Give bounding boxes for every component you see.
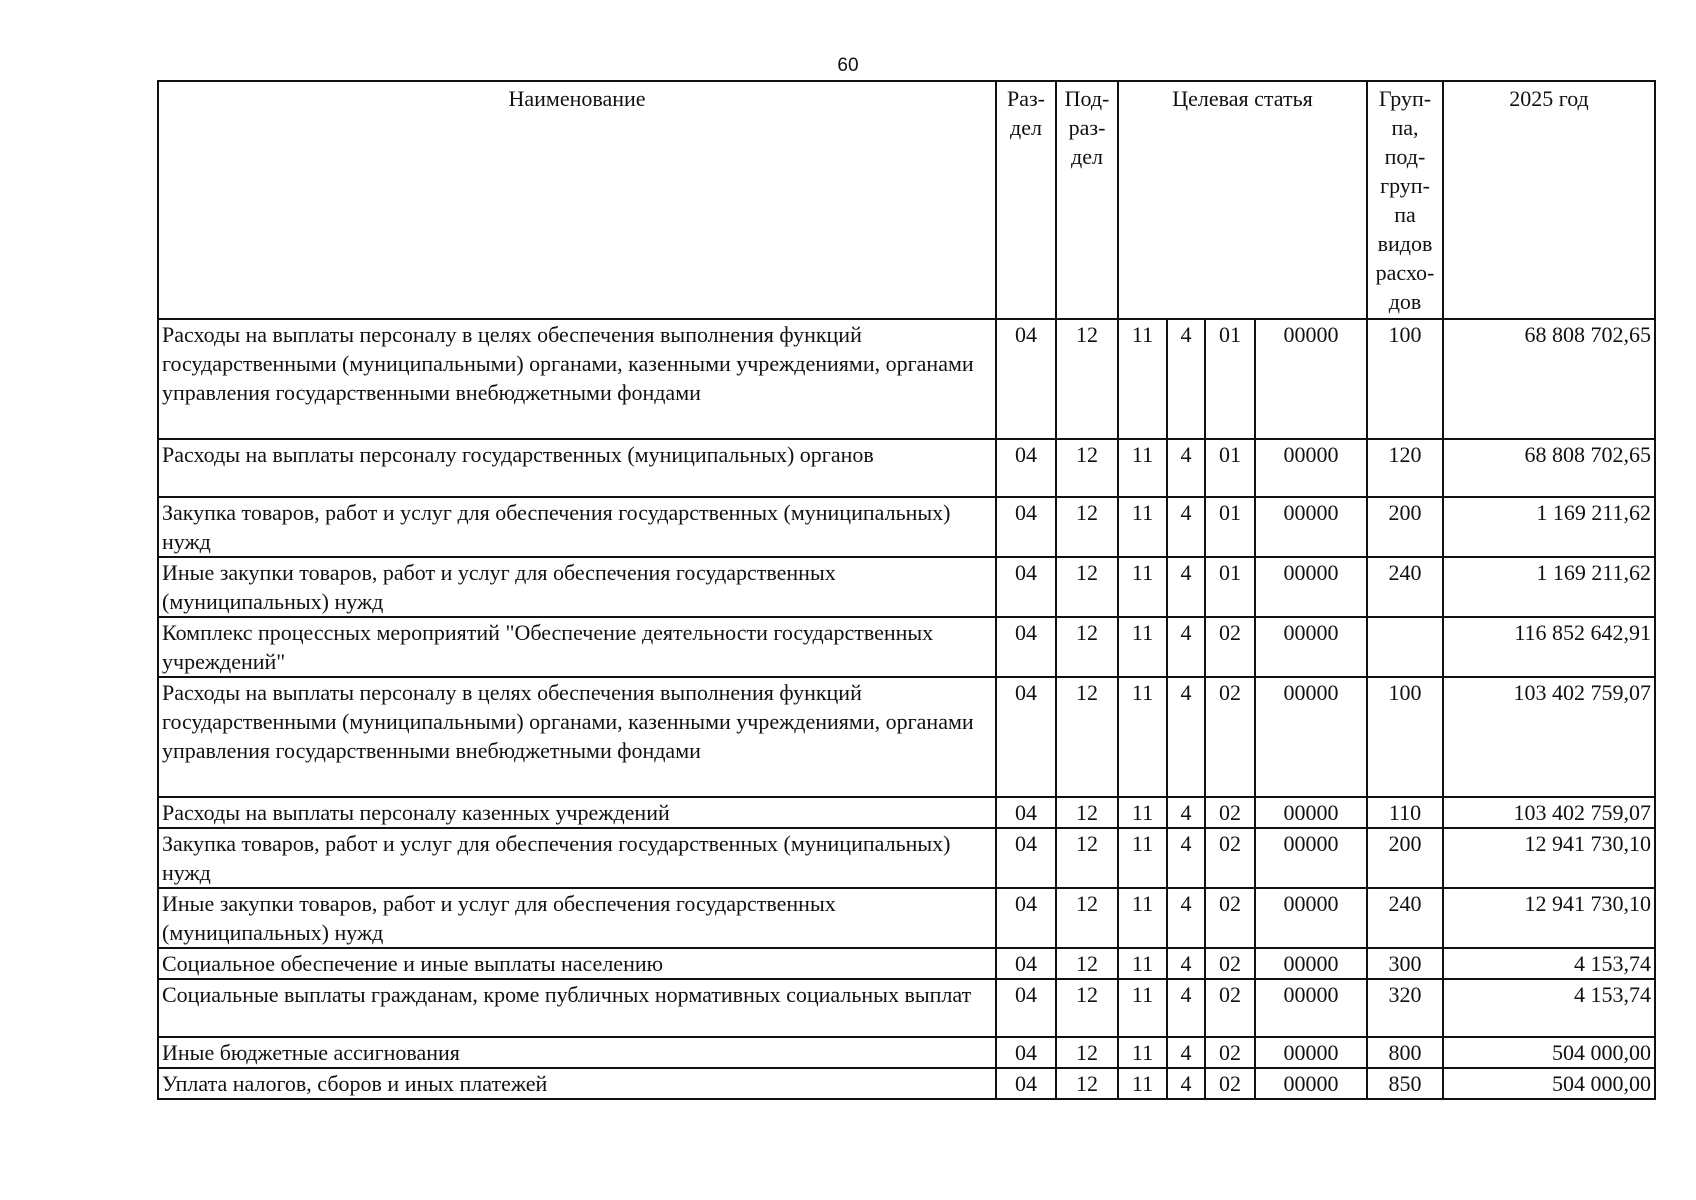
row-podrazdel: 12 bbox=[1056, 948, 1118, 979]
header-razdel bbox=[996, 81, 1056, 319]
table-row bbox=[158, 677, 1655, 797]
row-target-direction: 00000 bbox=[1255, 979, 1367, 1037]
row-target-program: 11 bbox=[1118, 948, 1167, 979]
header-podrazdel-line: раз- bbox=[1068, 115, 1106, 140]
header-year: 2025 год bbox=[1443, 81, 1655, 319]
row-target-type: 4 bbox=[1167, 557, 1205, 617]
row-target-complex: 01 bbox=[1205, 557, 1255, 617]
row-target-type: 4 bbox=[1167, 1037, 1205, 1068]
table-row bbox=[158, 617, 1655, 677]
row-name: Иные закупки товаров, работ и услуг для обеспечения государственных (муниципальных) нужд bbox=[158, 557, 996, 617]
table-row bbox=[158, 888, 1655, 948]
row-amount: 103 402 759,07 bbox=[1443, 797, 1655, 828]
row-target-type: 4 bbox=[1167, 319, 1205, 439]
row-razdel: 04 bbox=[996, 677, 1056, 797]
row-expense-group bbox=[1367, 617, 1443, 677]
row-target-complex: 02 bbox=[1205, 828, 1255, 888]
row-target-direction: 00000 bbox=[1255, 797, 1367, 828]
header-gruppa-line: под- bbox=[1384, 144, 1426, 169]
row-razdel: 04 bbox=[996, 828, 1056, 888]
row-razdel: 04 bbox=[996, 1068, 1056, 1099]
table-row bbox=[158, 1037, 1655, 1068]
header-razdel-line: Раз- bbox=[1006, 86, 1046, 111]
row-name: Расходы на выплаты персоналу в целях обеспечения выполнения функций государственными (муниципальными) органами, казенными учреждениями, органами управления государственными внебюджетными фондами bbox=[158, 677, 996, 797]
row-target-complex: 02 bbox=[1205, 797, 1255, 828]
row-podrazdel: 12 bbox=[1056, 1037, 1118, 1068]
row-expense-group: 200 bbox=[1367, 497, 1443, 557]
header-gruppa bbox=[1367, 81, 1443, 319]
row-podrazdel: 12 bbox=[1056, 617, 1118, 677]
header-podrazdel-line: дел bbox=[1071, 144, 1103, 169]
header-gruppa-line: па, bbox=[1391, 115, 1419, 140]
row-podrazdel: 12 bbox=[1056, 439, 1118, 497]
row-name: Иные бюджетные ассигнования bbox=[158, 1037, 996, 1068]
row-target-program: 11 bbox=[1118, 888, 1167, 948]
row-target-program: 11 bbox=[1118, 979, 1167, 1037]
row-target-type: 4 bbox=[1167, 617, 1205, 677]
row-expense-group: 800 bbox=[1367, 1037, 1443, 1068]
row-target-complex: 02 bbox=[1205, 1068, 1255, 1099]
header-row bbox=[158, 81, 1655, 319]
row-target-complex: 02 bbox=[1205, 888, 1255, 948]
row-target-program: 11 bbox=[1118, 797, 1167, 828]
table-body bbox=[158, 319, 1655, 1099]
row-podrazdel: 12 bbox=[1056, 319, 1118, 439]
row-target-direction: 00000 bbox=[1255, 617, 1367, 677]
row-razdel: 04 bbox=[996, 888, 1056, 948]
header-podrazdel bbox=[1056, 81, 1118, 319]
row-podrazdel: 12 bbox=[1056, 888, 1118, 948]
table-row bbox=[158, 797, 1655, 828]
row-expense-group: 200 bbox=[1367, 828, 1443, 888]
row-razdel: 04 bbox=[996, 319, 1056, 439]
row-target-program: 11 bbox=[1118, 439, 1167, 497]
row-target-complex: 01 bbox=[1205, 439, 1255, 497]
table-row bbox=[158, 979, 1655, 1037]
row-expense-group: 100 bbox=[1367, 319, 1443, 439]
row-target-direction: 00000 bbox=[1255, 319, 1367, 439]
row-target-type: 4 bbox=[1167, 888, 1205, 948]
row-razdel: 04 bbox=[996, 439, 1056, 497]
row-target-complex: 02 bbox=[1205, 948, 1255, 979]
row-target-program: 11 bbox=[1118, 1068, 1167, 1099]
row-expense-group: 120 bbox=[1367, 439, 1443, 497]
row-amount: 116 852 642,91 bbox=[1443, 617, 1655, 677]
row-target-direction: 00000 bbox=[1255, 439, 1367, 497]
row-target-program: 11 bbox=[1118, 319, 1167, 439]
table-row bbox=[158, 828, 1655, 888]
row-target-complex: 02 bbox=[1205, 617, 1255, 677]
row-name: Социальное обеспечение и иные выплаты населению bbox=[158, 948, 996, 979]
row-target-type: 4 bbox=[1167, 497, 1205, 557]
header-gruppa-line: дов bbox=[1388, 289, 1422, 314]
row-target-direction: 00000 bbox=[1255, 1037, 1367, 1068]
row-razdel: 04 bbox=[996, 497, 1056, 557]
row-target-program: 11 bbox=[1118, 497, 1167, 557]
header-razdel-line: дел bbox=[1010, 115, 1042, 140]
row-amount: 12 941 730,10 bbox=[1443, 888, 1655, 948]
row-name: Закупка товаров, работ и услуг для обеспечения государственных (муниципальных) нужд bbox=[158, 497, 996, 557]
table-row bbox=[158, 319, 1655, 439]
header-name: Наименование bbox=[158, 81, 996, 319]
row-target-type: 4 bbox=[1167, 439, 1205, 497]
row-target-program: 11 bbox=[1118, 557, 1167, 617]
row-name: Расходы на выплаты персоналу в целях обеспечения выполнения функций государственными (муниципальными) органами, казенными учреждениями, органами управления государственными внебюджетными фондами bbox=[158, 319, 996, 439]
row-name: Социальные выплаты гражданам, кроме публичных нормативных социальных выплат bbox=[158, 979, 996, 1037]
budget-table bbox=[157, 80, 1656, 1100]
row-target-type: 4 bbox=[1167, 979, 1205, 1037]
row-name: Уплата налогов, сборов и иных платежей bbox=[158, 1068, 996, 1099]
row-target-direction: 00000 bbox=[1255, 497, 1367, 557]
row-name: Комплекс процессных мероприятий "Обеспечение деятельности государственных учреждений" bbox=[158, 617, 996, 677]
row-amount: 504 000,00 bbox=[1443, 1037, 1655, 1068]
row-name: Иные закупки товаров, работ и услуг для обеспечения государственных (муниципальных) нужд bbox=[158, 888, 996, 948]
row-expense-group: 240 bbox=[1367, 888, 1443, 948]
table-row bbox=[158, 1068, 1655, 1099]
row-razdel: 04 bbox=[996, 1037, 1056, 1068]
header-gruppa-line: расхо- bbox=[1375, 260, 1435, 285]
row-target-complex: 02 bbox=[1205, 677, 1255, 797]
row-target-type: 4 bbox=[1167, 677, 1205, 797]
row-expense-group: 320 bbox=[1367, 979, 1443, 1037]
header-gruppa-line: видов bbox=[1377, 231, 1433, 256]
row-target-program: 11 bbox=[1118, 1037, 1167, 1068]
row-target-complex: 01 bbox=[1205, 497, 1255, 557]
row-target-direction: 00000 bbox=[1255, 888, 1367, 948]
row-razdel: 04 bbox=[996, 979, 1056, 1037]
row-target-direction: 00000 bbox=[1255, 677, 1367, 797]
table-row bbox=[158, 497, 1655, 557]
row-podrazdel: 12 bbox=[1056, 1068, 1118, 1099]
row-target-type: 4 bbox=[1167, 797, 1205, 828]
row-target-type: 4 bbox=[1167, 948, 1205, 979]
row-razdel: 04 bbox=[996, 948, 1056, 979]
row-target-type: 4 bbox=[1167, 1068, 1205, 1099]
row-amount: 103 402 759,07 bbox=[1443, 677, 1655, 797]
table-row bbox=[158, 439, 1655, 497]
row-razdel: 04 bbox=[996, 797, 1056, 828]
header-gruppa-line: груп- bbox=[1380, 173, 1430, 198]
row-podrazdel: 12 bbox=[1056, 497, 1118, 557]
header-gruppa-line: па bbox=[1394, 202, 1416, 227]
row-target-complex: 01 bbox=[1205, 319, 1255, 439]
row-expense-group: 240 bbox=[1367, 557, 1443, 617]
row-amount: 68 808 702,65 bbox=[1443, 319, 1655, 439]
row-expense-group: 100 bbox=[1367, 677, 1443, 797]
row-target-direction: 00000 bbox=[1255, 557, 1367, 617]
header-tselevaya: Целевая статья bbox=[1118, 81, 1367, 319]
row-razdel: 04 bbox=[996, 617, 1056, 677]
row-expense-group: 850 bbox=[1367, 1068, 1443, 1099]
row-amount: 68 808 702,65 bbox=[1443, 439, 1655, 497]
row-target-direction: 00000 bbox=[1255, 828, 1367, 888]
row-podrazdel: 12 bbox=[1056, 797, 1118, 828]
row-podrazdel: 12 bbox=[1056, 677, 1118, 797]
row-target-program: 11 bbox=[1118, 828, 1167, 888]
row-expense-group: 300 bbox=[1367, 948, 1443, 979]
row-target-direction: 00000 bbox=[1255, 1068, 1367, 1099]
row-amount: 12 941 730,10 bbox=[1443, 828, 1655, 888]
row-name: Расходы на выплаты персоналу государственных (муниципальных) органов bbox=[158, 439, 996, 497]
row-amount: 504 000,00 bbox=[1443, 1068, 1655, 1099]
row-target-complex: 02 bbox=[1205, 979, 1255, 1037]
row-target-program: 11 bbox=[1118, 677, 1167, 797]
row-amount: 4 153,74 bbox=[1443, 948, 1655, 979]
row-amount: 1 169 211,62 bbox=[1443, 497, 1655, 557]
header-podrazdel-line: Под- bbox=[1064, 86, 1110, 111]
row-expense-group: 110 bbox=[1367, 797, 1443, 828]
row-target-direction: 00000 bbox=[1255, 948, 1367, 979]
row-amount: 4 153,74 bbox=[1443, 979, 1655, 1037]
row-target-type: 4 bbox=[1167, 828, 1205, 888]
row-amount: 1 169 211,62 bbox=[1443, 557, 1655, 617]
header-gruppa-line: Груп- bbox=[1378, 86, 1432, 111]
row-podrazdel: 12 bbox=[1056, 557, 1118, 617]
row-razdel: 04 bbox=[996, 557, 1056, 617]
row-podrazdel: 12 bbox=[1056, 979, 1118, 1037]
table-row bbox=[158, 948, 1655, 979]
row-target-complex: 02 bbox=[1205, 1037, 1255, 1068]
table-row bbox=[158, 557, 1655, 617]
row-target-program: 11 bbox=[1118, 617, 1167, 677]
row-name: Расходы на выплаты персоналу казенных учреждений bbox=[158, 797, 996, 828]
page-number: 60 bbox=[837, 55, 859, 76]
row-podrazdel: 12 bbox=[1056, 828, 1118, 888]
row-name: Закупка товаров, работ и услуг для обеспечения государственных (муниципальных) нужд bbox=[158, 828, 996, 888]
